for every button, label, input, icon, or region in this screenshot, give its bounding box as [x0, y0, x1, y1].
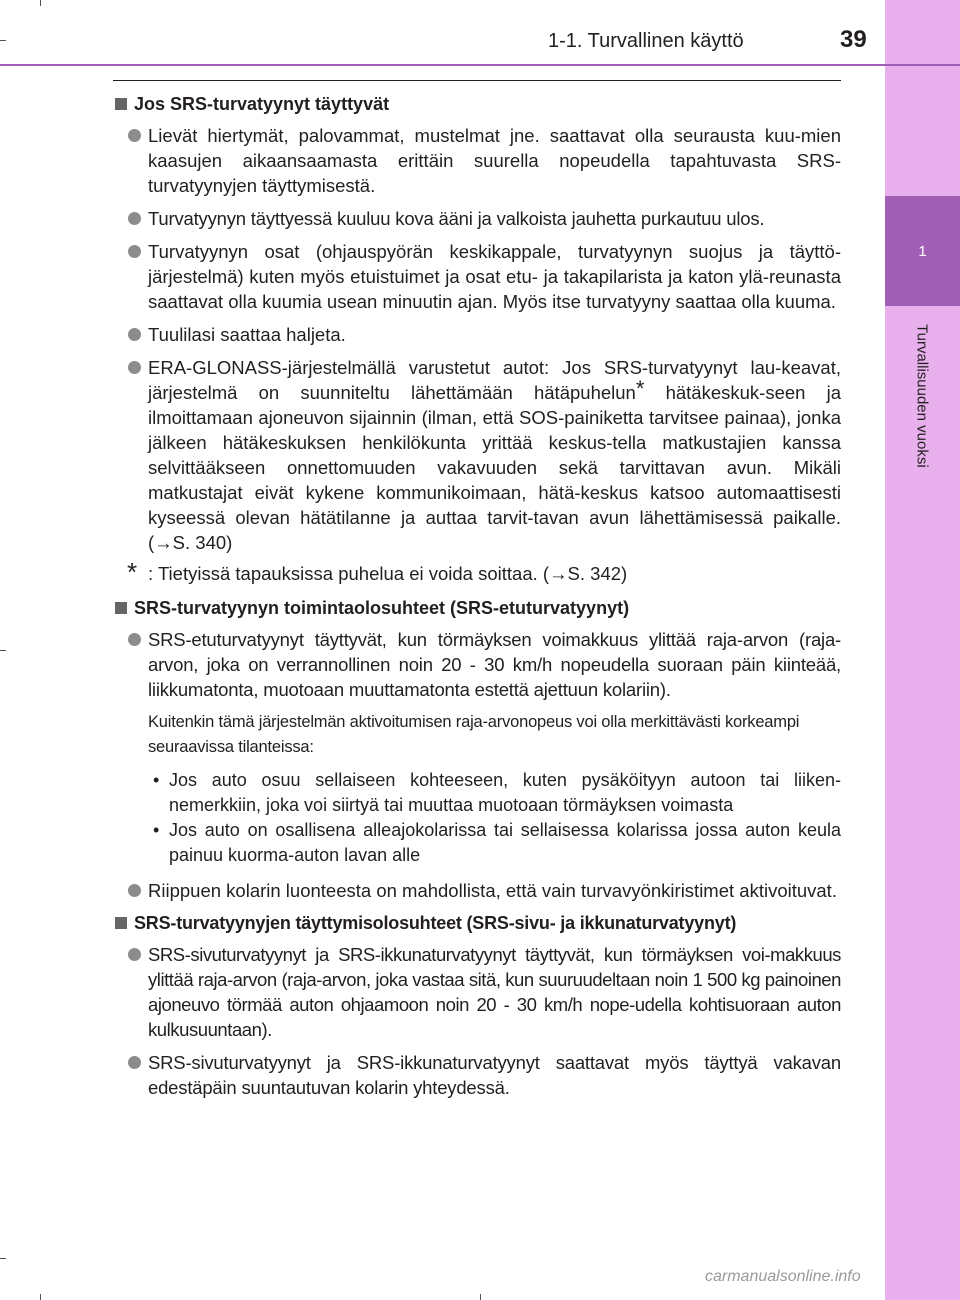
page-number: 39: [840, 26, 867, 53]
list-item: SRS-sivuturvatyynyt ja SRS-ikkunaturvatyynyt saattavat myös täyttyä vakavan edestäpäin suuntautuvan kolarin yhteydessä.: [113, 1050, 841, 1100]
circle-bullet-icon: [128, 212, 141, 225]
crop-mark: [0, 1258, 6, 1259]
footnote-marker: *: [635, 376, 645, 401]
crop-mark: [40, 0, 41, 6]
footnote-star: *: [127, 557, 138, 587]
header-rule: [0, 64, 885, 66]
footnote: * : Tietyissä tapauksissa puhelua ei voida soittaa. (→S. 342): [127, 557, 628, 587]
dash-item: • Jos auto osuu sellaiseen kohteeseen, kuten pysäköityyn autoon tai liiken-nemerkkiin, joka voi siirtyä tai muuttaa muotoaan törmäyksen voimasta: [153, 770, 841, 815]
chapter-title: Turvallisuuden vuoksi: [913, 324, 931, 468]
watermark: carmanualsonline.info: [705, 1268, 861, 1285]
list-item: SRS-sivuturvatyynyt ja SRS-ikkunaturvatyynyt täyttyvät, kun törmäyksen voi-makkuus ylittää raja-arvon (raja-arvon, joka vastaa sitä, kun suuruudeltaan noin 1 500 kg painoinen ajoneuvo törmää auton ohjaamoon noin 20 - 30 km/h nope-udella kohtisuoraan auton kulkusuuntaan).: [113, 942, 841, 1042]
section-heading: Jos SRS-turvatyynyt täyttyvät: [113, 92, 841, 117]
section-title: 1-1. Turvallinen käyttö: [548, 30, 744, 52]
page-content: [113, 92, 841, 1108]
circle-bullet-icon: [128, 361, 141, 374]
list-item: Riippuen kolarin luonteesta on mahdollista, että vain turvavyönkiristimet aktivoituvat.: [113, 878, 841, 903]
list-item: Turvatyynyn täyttyessä kuuluu kova ääni ja valkoista jauhetta purkautuu ulos.: [113, 206, 841, 231]
chapter-sidebar: [885, 0, 960, 1300]
dash-item: • Jos auto on osallisena alleajokolarissa tai sellaisessa kolarissa jossa auton keula painuu kuorma-auton lavan alle: [153, 820, 841, 865]
crop-mark: [0, 40, 6, 41]
circle-bullet-icon: [128, 948, 141, 961]
section-heading: SRS-turvatyynyn toimintaolosuhteet (SRS-etuturvatyynyt): [113, 596, 841, 621]
square-bullet-icon: [115, 917, 127, 929]
list-item: Tuulilasi saattaa haljeta.: [113, 322, 841, 347]
chapter-number: 1: [885, 196, 960, 306]
crop-mark: [40, 1294, 41, 1300]
circle-bullet-icon: [128, 884, 141, 897]
list-item: SRS-etuturvatyynyt täyttyvät, kun törmäyksen voimakkuus ylittää raja-arvon (raja-arvon, joka on verrannollinen noin 20 - 30 km/h nopeudella suoraan päin kiinteää, liikkumatonta, muotoaan muuttamatonta estettä ajettuun kolariin).: [113, 627, 841, 702]
circle-bullet-icon: [128, 129, 141, 142]
sub-note: Kuitenkin tämä järjestelmän aktivoitumisen raja-arvonopeus voi olla merkittävästi korkeampi seuraavissa tilanteissa:: [148, 713, 800, 756]
crop-mark: [0, 650, 6, 651]
circle-bullet-icon: [128, 328, 141, 341]
list-item: Turvatyynyn osat (ohjauspyörän keskikappale, turvatyynyn suojus ja täyttö-järjestelmä) kuten myös etuistuimet ja osat etu- ja takapilarista ja katon ylä-reunasta saattavat olla kuumia usean minuutin ajan. Myös itse turvatyyny saattaa olla kuuma.: [113, 239, 841, 314]
sidebar-rule: [885, 64, 960, 66]
square-bullet-icon: [115, 602, 127, 614]
square-bullet-icon: [115, 98, 127, 110]
content-rule: [113, 80, 841, 81]
list-item: ERA-GLONASS-järjestelmällä varustetut autot: Jos SRS-turvatyynyt lau-keavat, järjestelmä on suunniteltu lähettämään hätäpuhelun* hätäkeskuk-seen ja ilmoittamaan ajoneuvon sijainnin (ilman, että SOS-painiketta tarvitsee painaa), jonka jälkeen hätäkeskuksen henkilökunta yrittää keskus-tella matkustajien kanssa selvittääkseen onnettomuuden vakavuuden sekä tarvittavan avun. Mikäli matkustajat eivät kykene kommunikoimaan, hätä-keskus katsoo automaattisesti kyseessä olevan hätätilanne ja auttaa tarvit-tavan avun lähettämisessä paikalle. (→S. 340): [113, 355, 841, 555]
crop-mark: [480, 1294, 481, 1300]
circle-bullet-icon: [128, 1056, 141, 1069]
list-item: Lievät hiertymät, palovammat, mustelmat jne. saattavat olla seurausta kuu-mien kaasujen aikaansaamasta erittäin suurella nopeudella tapahtuvasta SRS-turvatyynyjen täyttymisestä.: [113, 123, 841, 198]
section-heading: SRS-turvatyynyjen täyttymisolosuhteet (SRS-sivu- ja ikkunaturvatyynyt): [113, 911, 841, 936]
circle-bullet-icon: [128, 633, 141, 646]
circle-bullet-icon: [128, 245, 141, 258]
